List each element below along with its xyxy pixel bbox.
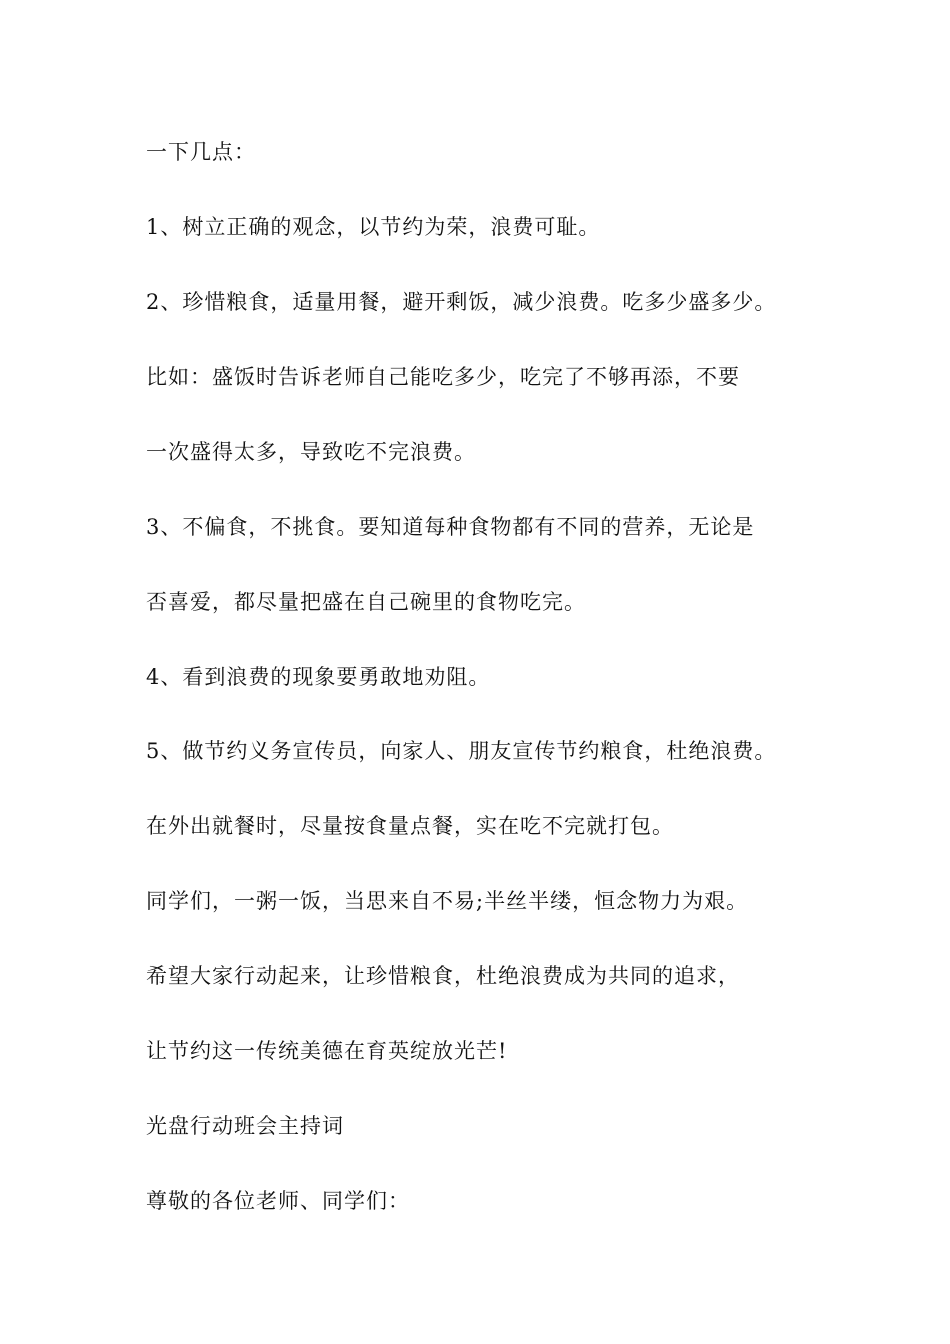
paragraph-line-point-3-cont: 否喜爱，都尽量把盛在自己碗里的食物吃完。 bbox=[146, 590, 586, 614]
paragraph-line-point-5: 5、做节约义务宣传员，向家人、朋友宣传节约粮食，杜绝浪费。 bbox=[146, 739, 777, 763]
paragraph-line-point-5-cont: 在外出就餐时，尽量按食量点餐，实在吃不完就打包。 bbox=[146, 814, 674, 838]
paragraph-line-point-1: 1、树立正确的观念，以节约为荣，浪费可耻。 bbox=[146, 215, 601, 239]
paragraph-line-point-4: 4、看到浪费的现象要勇敢地劝阻。 bbox=[146, 665, 491, 689]
paragraph-line-closing-3: 让节约这一传统美德在育英绽放光芒! bbox=[146, 1039, 508, 1063]
paragraph-line-point-2: 2、珍惜粮食，适量用餐，避开剩饭，减少浪费。吃多少盛多少。 bbox=[146, 290, 777, 314]
paragraph-line-point-2-cont-2: 一次盛得太多，导致吃不完浪费。 bbox=[146, 440, 476, 464]
paragraph-line-closing-2: 希望大家行动起来，让珍惜粮食，杜绝浪费成为共同的追求， bbox=[146, 964, 740, 988]
paragraph-line-intro: 一下几点： bbox=[146, 140, 256, 164]
paragraph-line-point-2-cont: 比如：盛饭时告诉老师自己能吃多少，吃完了不够再添，不要 bbox=[146, 365, 740, 389]
salutation-line: 尊敬的各位老师、同学们： bbox=[146, 1189, 410, 1213]
section-title: 光盘行动班会主持词 bbox=[146, 1114, 344, 1138]
paragraph-line-point-3: 3、不偏食，不挑食。要知道每种食物都有不同的营养，无论是 bbox=[146, 515, 755, 539]
paragraph-line-closing: 同学们，一粥一饭，当思来自不易;半丝半缕，恒念物力为艰。 bbox=[146, 889, 749, 913]
